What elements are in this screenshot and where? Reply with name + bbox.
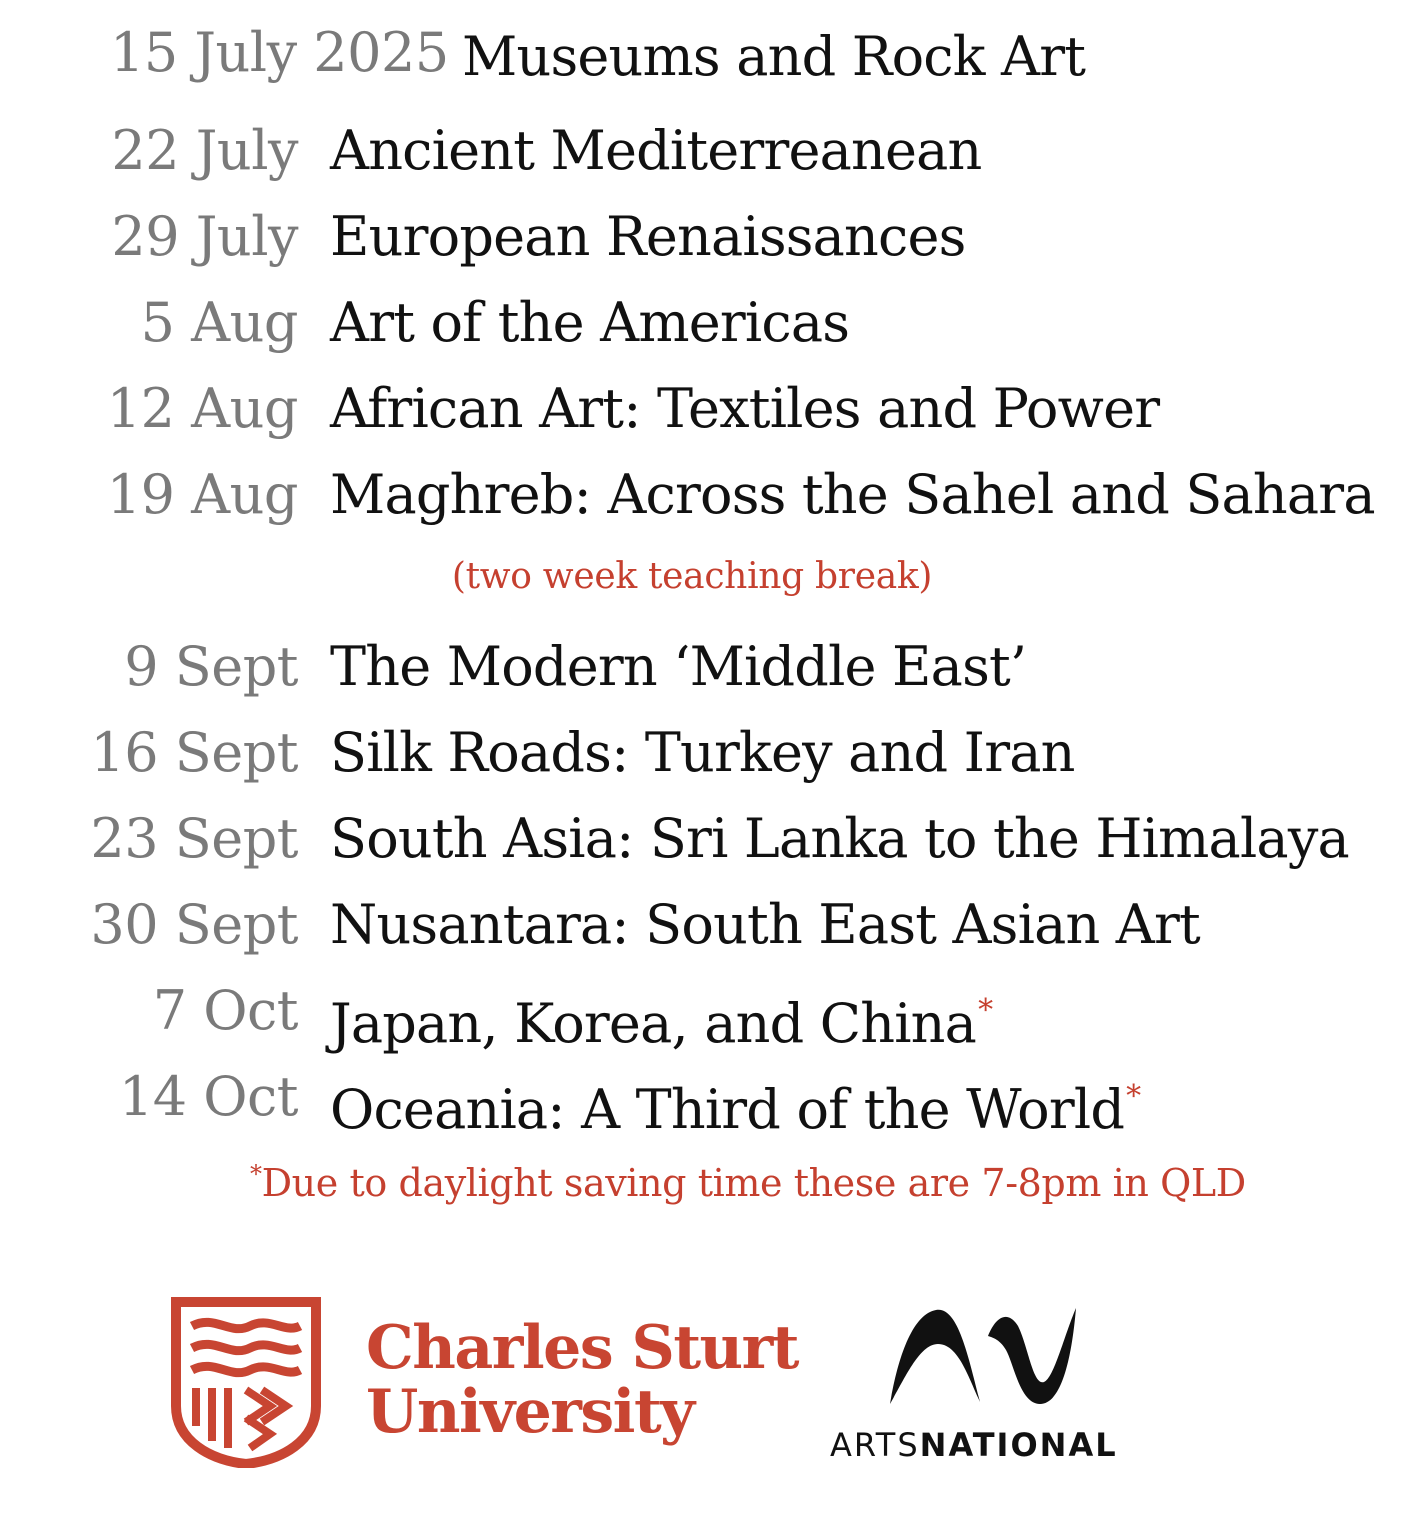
- lecture-title: Ancient Mediterreanean: [330, 119, 982, 182]
- lecture-date: 7 Oct: [152, 979, 298, 1042]
- lecture-title: European Renaissances: [330, 205, 966, 268]
- lecture-title: The Modern ‘Middle East’: [330, 635, 1027, 698]
- lecture-title: [330, 976, 992, 1059]
- lecture-title-text: Japan, Korea, and China: [330, 992, 977, 1055]
- schedule-row: [0, 460, 1414, 546]
- lecture-title: Nusantara: South East Asian Art: [330, 893, 1200, 956]
- schedule-row: [0, 890, 1414, 976]
- csu-wordmark-line1: Charles Sturt: [366, 1313, 798, 1383]
- lecture-title: Silk Roads: Turkey and Iran: [330, 721, 1075, 784]
- schedule-row: [0, 18, 1414, 104]
- lecture-date: 14 Oct: [118, 1065, 298, 1128]
- lecture-date: 16 Sept: [90, 721, 298, 784]
- footnote-text: Due to daylight saving time these are 7-8pm in QLD: [261, 1161, 1246, 1205]
- lecture-date: 23 Sept: [90, 807, 298, 870]
- lecture-title: [330, 1062, 1140, 1145]
- lecture-date: 15 July 2025: [110, 21, 449, 84]
- lecture-title-text: Oceania: A Third of the World: [330, 1078, 1125, 1141]
- schedule-row: [0, 116, 1414, 202]
- lecture-date: 9 Sept: [124, 635, 298, 698]
- artsnational-wordmark-light: ARTS: [830, 1426, 920, 1464]
- lecture-date: 29 July: [111, 205, 298, 268]
- csu-wordmark-line2: University: [366, 1377, 694, 1447]
- lecture-title: Art of the Americas: [330, 291, 850, 354]
- artsnational-wordmark: [830, 1426, 1118, 1464]
- schedule-row: [0, 1062, 1414, 1148]
- daylight-saving-footnote: [250, 1160, 1246, 1205]
- lecture-title: South Asia: Sri Lanka to the Himalaya: [330, 807, 1349, 870]
- csu-shield-icon: [170, 1296, 322, 1468]
- schedule-row: [0, 632, 1414, 718]
- schedule-row: [0, 976, 1414, 1062]
- schedule-row: [0, 804, 1414, 890]
- lecture-date: 5 Aug: [140, 291, 298, 354]
- schedule-row: [0, 718, 1414, 804]
- csu-wordmark: [366, 1313, 798, 1447]
- asterisk-marker: *: [1126, 1079, 1141, 1114]
- lecture-date: 12 Aug: [106, 377, 298, 440]
- lecture-date: 30 Sept: [90, 893, 298, 956]
- footnote-marker: *: [250, 1160, 262, 1188]
- artsnational-wordmark-heavy: NATIONAL: [919, 1426, 1118, 1464]
- schedule-row: [0, 202, 1414, 288]
- lecture-date: 19 Aug: [106, 463, 298, 526]
- csu-logo: [170, 1296, 798, 1476]
- teaching-break-note: (two week teaching break): [451, 556, 933, 597]
- lecture-title: Museums and Rock Art: [462, 25, 1086, 88]
- lecture-date: 22 July: [111, 119, 298, 182]
- an-mark-icon: [888, 1306, 1078, 1406]
- schedule-row: [0, 288, 1414, 374]
- schedule-row: [0, 374, 1414, 460]
- lecture-title: Maghreb: Across the Sahel and Sahara: [330, 463, 1375, 526]
- artsnational-logo: [830, 1306, 1130, 1476]
- asterisk-marker: *: [978, 993, 993, 1028]
- lecture-title: African Art: Textiles and Power: [330, 377, 1160, 440]
